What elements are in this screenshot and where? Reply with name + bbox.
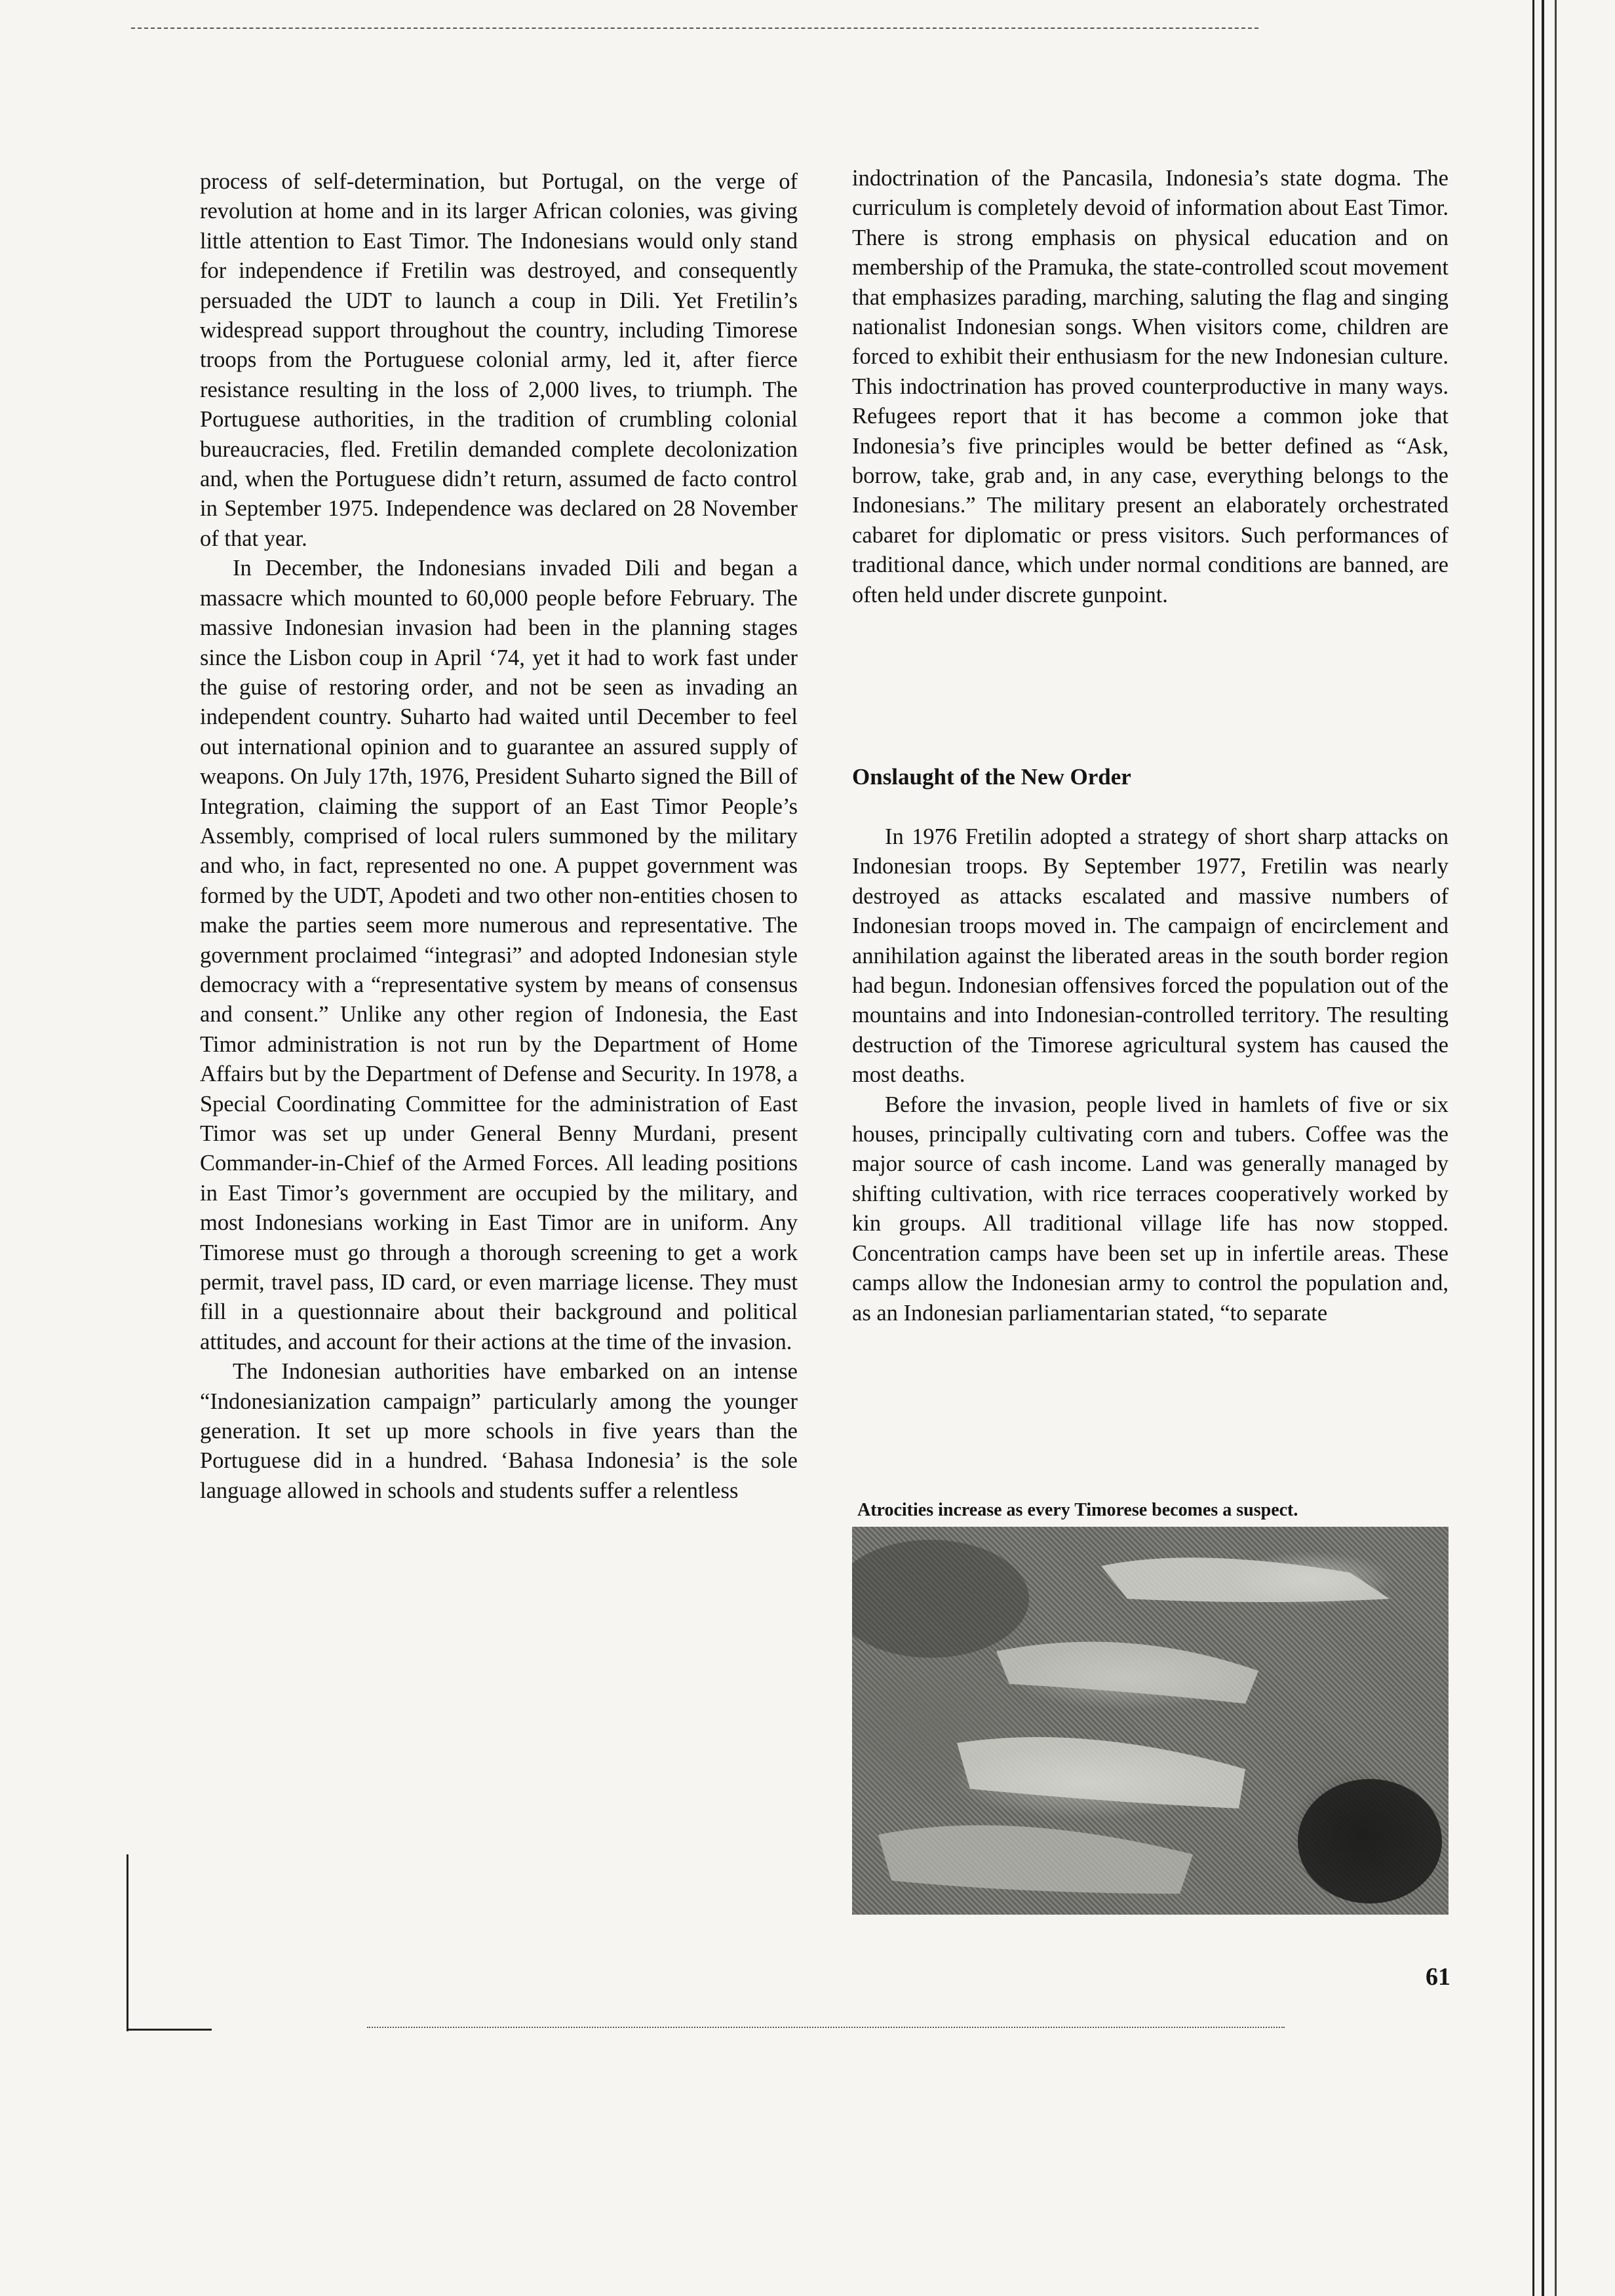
section-heading: Onslaught of the New Order	[852, 764, 1131, 790]
right-paragraph-1: indoctrination of the Pancasila, Indonesia’s state dogma. The curriculum is completely devoid of information about East Timor. There is strong emphasis on physical education and on membership of the Pramuka, the state-controlled scout movement that emphasizes parading, marching, saluting the flag and singing nationalist Indonesian songs. When visitors come, children are forced to exhibit their enthusiasm for the new Indonesian culture. This indoctrination has proved counterproductive in many ways. Refugees report that it has become a common joke that Indonesia’s five principles would be better defined as “Ask, borrow, take, grab and, in any case, everything belongs to the Indonesians.” The military present an elaborately orchestrated cabaret for diplomatic or press visitors. Such performances of traditional dance, which under normal conditions are banned, are often held under discrete gunpoint.	[852, 166, 1449, 607]
atrocity-photo	[852, 1527, 1449, 1915]
left-margin-line	[126, 1854, 128, 2031]
top-scan-rule	[131, 28, 1258, 29]
left-column	[200, 167, 798, 1506]
section-paragraph-2: Before the invasion, people lived in hamlets of five or six houses, principally cultivating corn and tubers. Coffee was the major source of cash income. Land was generally managed by shifting cultivation, with rice terraces cooperatively worked by kin groups. All traditional village life has now stopped. Concentration camps have been set up in infertile areas. These camps allow the Indonesian army to control the population and, as an Indonesian parliamentarian stated, “to separate	[852, 1092, 1449, 1326]
left-paragraph-3: The Indonesian authorities have embarked on an intense “Indonesianization campaign” particularly among the younger generation. It set up more schools in five years than the Portuguese did in a hundred. ‘Bahasa Indonesia’ is the sole language allowed in schools and students suffer a relentless	[200, 1359, 798, 1503]
right-edge-line-3	[1555, 0, 1557, 2296]
left-margin-tick	[126, 2029, 212, 2031]
right-edge-line-1	[1532, 0, 1534, 2296]
page-number: 61	[1426, 1963, 1450, 1991]
right-column-top	[852, 164, 1449, 610]
left-paragraph-2: In December, the Indonesians invaded Dili and began a massacre which mounted to 60,000 people before February. The massive Indonesian invasion had been in the planning stages since the Lisbon coup in April ‘74, yet it had to work fast under the guise of restoring order, and not be seen as invading an independent country. Suharto had waited until December to feel out international opinion and to guarantee an assured supply of weapons. On July 17th, 1976, President Suharto signed the Bill of Integration, claiming the support of an East Timor People’s Assembly, comprised of local rulers summoned by the military and who, in fact, represented no one. A puppet government was formed by the UDT, Apodeti and two other non-entities chosen to make the parties seem more numerous and representative. The government proclaimed “integrasi” and adopted Indonesian style democracy with a “representative system by means of consensus and consent.” Unlike any other region of Indonesia, the East Timor administration is not run by the Department of Home Affairs but by the Department of Defense and Security. In 1978, a Special Coordinating Committee for the administration of East Timor was set up under General Benny Murdani, present Commander-in-Chief of the Armed Forces. All leading positions in East Timor’s government are occupied by the military, and most Indonesians working in East Timor are in uniform. Any Timorese must go through a thorough screening to get a work permit, travel pass, ID card, or even marriage license. They must fill in a questionnaire about their background and political attitudes, and account for their actions at the time of the invasion.	[200, 556, 798, 1354]
bottom-scan-rule	[367, 2027, 1285, 2028]
photo-illustration	[852, 1527, 1449, 1915]
right-column-section	[852, 822, 1449, 1328]
photo-caption: Atrocities increase as every Timorese becomes a suspect.	[857, 1500, 1298, 1520]
right-edge-line-2	[1542, 0, 1544, 2296]
section-paragraph-1: In 1976 Fretilin adopted a strategy of short sharp attacks on Indonesian troops. By September 1977, Fretilin was nearly destroyed as attacks escalated and massive numbers of Indonesian troops moved in. The campaign of encirclement and annihilation against the liberated areas in the south border region had begun. Indonesian offensives forced the population out of the mountains and into Indonesian-controlled territory. The resulting destruction of the Timorese agricultural system has caused the most deaths.	[852, 824, 1449, 1088]
left-paragraph-1: process of self-determination, but Portugal, on the verge of revolution at home and in its larger African colonies, was giving little attention to East Timor. The Indonesians would only stand for independence if Fretilin was destroyed, and consequently persuaded the UDT to launch a coup in Dili. Yet Fretilin’s widespread support throughout the country, including Timorese troops from the Portuguese colonial army, led it, after fierce resistance resulting in the loss of 2,000 lives, to triumph. The Portuguese authorities, in the tradition of crumbling colonial bureaucracies, fled. Fretilin demanded complete decolonization and, when the Portuguese didn’t return, assumed de facto control in September 1975. Independence was declared on 28 November of that year.	[200, 169, 798, 551]
